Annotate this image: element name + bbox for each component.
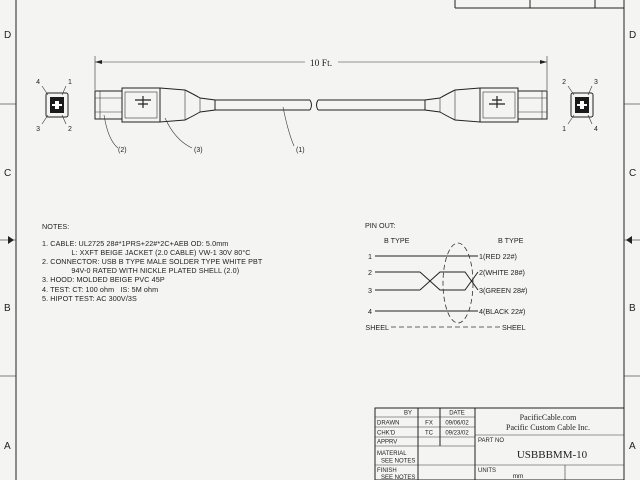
notes-line-6: 4. TEST: CT: 100 ohm IS: 5M ohm (42, 284, 159, 294)
tb-date-header: DATE (449, 410, 465, 417)
right-pin-tl: 2 (562, 79, 566, 86)
zone-label-right-d: D (629, 30, 637, 41)
notes-line-2: L: XXFT BEIGE JACKET (2.0 CABLE) VW-1 30V 80°C (42, 248, 251, 258)
tb-drawn-date: 09/06/02 (445, 420, 469, 427)
zone-label-left-c: C (4, 168, 12, 179)
pinout-right-pin-1: 1(RED 22#) (479, 252, 517, 261)
pinout-left-shell: SHEEL (365, 323, 389, 332)
tb-drawn-label: DRAWN (377, 420, 400, 427)
left-pin-bl: 3 (36, 126, 40, 133)
notes-line-1: 1. CABLE: UL2725 28#*1PRS+22#*2C+AEB OD: 5.0mm (42, 239, 229, 249)
callout-2: (2) (118, 147, 127, 154)
zone-label-right-b: B (629, 303, 636, 314)
callout-3: (3) (194, 147, 203, 154)
zone-label-right-a: A (629, 441, 636, 452)
pinout-right-pin-4: 4(BLACK 22#) (479, 307, 526, 316)
left-pin-tr: 1 (68, 79, 72, 86)
zone-label-right-c: C (629, 168, 637, 179)
tb-chkd-label: CHK'D (377, 430, 396, 437)
tb-company-line1: PacificCable.com (519, 413, 577, 422)
callout-1: (1) (296, 147, 305, 154)
tb-company-line2: Pacific Custom Cable Inc. (506, 423, 590, 432)
pinout-left-pin-3: 3 (368, 286, 372, 295)
tb-chkd-by: TC (425, 430, 433, 437)
pinout-right-type: B TYPE (498, 236, 524, 245)
length-label: 10 Ft. (309, 59, 333, 69)
zone-label-left-d: D (4, 30, 12, 41)
pinout-heading: PIN OUT: (365, 221, 396, 230)
right-pin-tr: 3 (594, 79, 598, 86)
tb-drawn-by: FX (425, 420, 433, 427)
tb-part-no-label: PART NO (478, 438, 505, 444)
pinout-left-pin-1: 1 (368, 252, 372, 261)
notes-heading: NOTES: (42, 222, 70, 231)
left-pin-br: 2 (68, 126, 72, 133)
tb-units-label: UNITS (478, 468, 496, 474)
left-pin-tl: 4 (36, 79, 40, 86)
zone-label-left-a: A (4, 441, 11, 452)
notes-line-5: 3. HOOD: MOLDED BEIGE PVC 45P (42, 275, 165, 285)
tb-material-label: MATERIAL (377, 451, 407, 457)
tb-finish-value: SEE NOTES (381, 475, 416, 480)
right-pin-bl: 1 (562, 126, 566, 133)
pinout-left-type: B TYPE (384, 236, 410, 245)
tb-part-no: USBBBMM-10 (516, 449, 588, 461)
notes-line-4: 94V-0 RATED WITH NICKLE PLATED SHELL (2.0) (42, 266, 240, 276)
tb-apprv-label: APPRV (377, 439, 398, 446)
tb-material-value: SEE NOTES (381, 458, 416, 465)
zone-label-left-b: B (4, 303, 11, 314)
tb-chkd-date: 09/23/02 (445, 430, 469, 437)
right-pin-br: 4 (594, 126, 598, 133)
pinout-right-pin-3: 3(GREEN 28#) (479, 286, 528, 295)
pinout-right-pin-2: 2(WHITE 28#) (479, 268, 525, 277)
tb-by-header: BY (403, 410, 413, 417)
notes-line-3: 2. CONNECTOR: USB B TYPE MALE SOLDER TYPE WHITE PBT (42, 257, 263, 267)
notes-block (42, 222, 342, 303)
tb-finish-label: FINISH (377, 468, 397, 474)
notes-line-7: 5. HIPOT TEST: AC 300V/3S (42, 293, 137, 303)
tb-units-value: mm (512, 473, 524, 480)
pinout-left-pin-2: 2 (368, 268, 372, 277)
pinout-right-shell: SHEEL (502, 323, 526, 332)
pinout-left-pin-4: 4 (368, 307, 372, 316)
